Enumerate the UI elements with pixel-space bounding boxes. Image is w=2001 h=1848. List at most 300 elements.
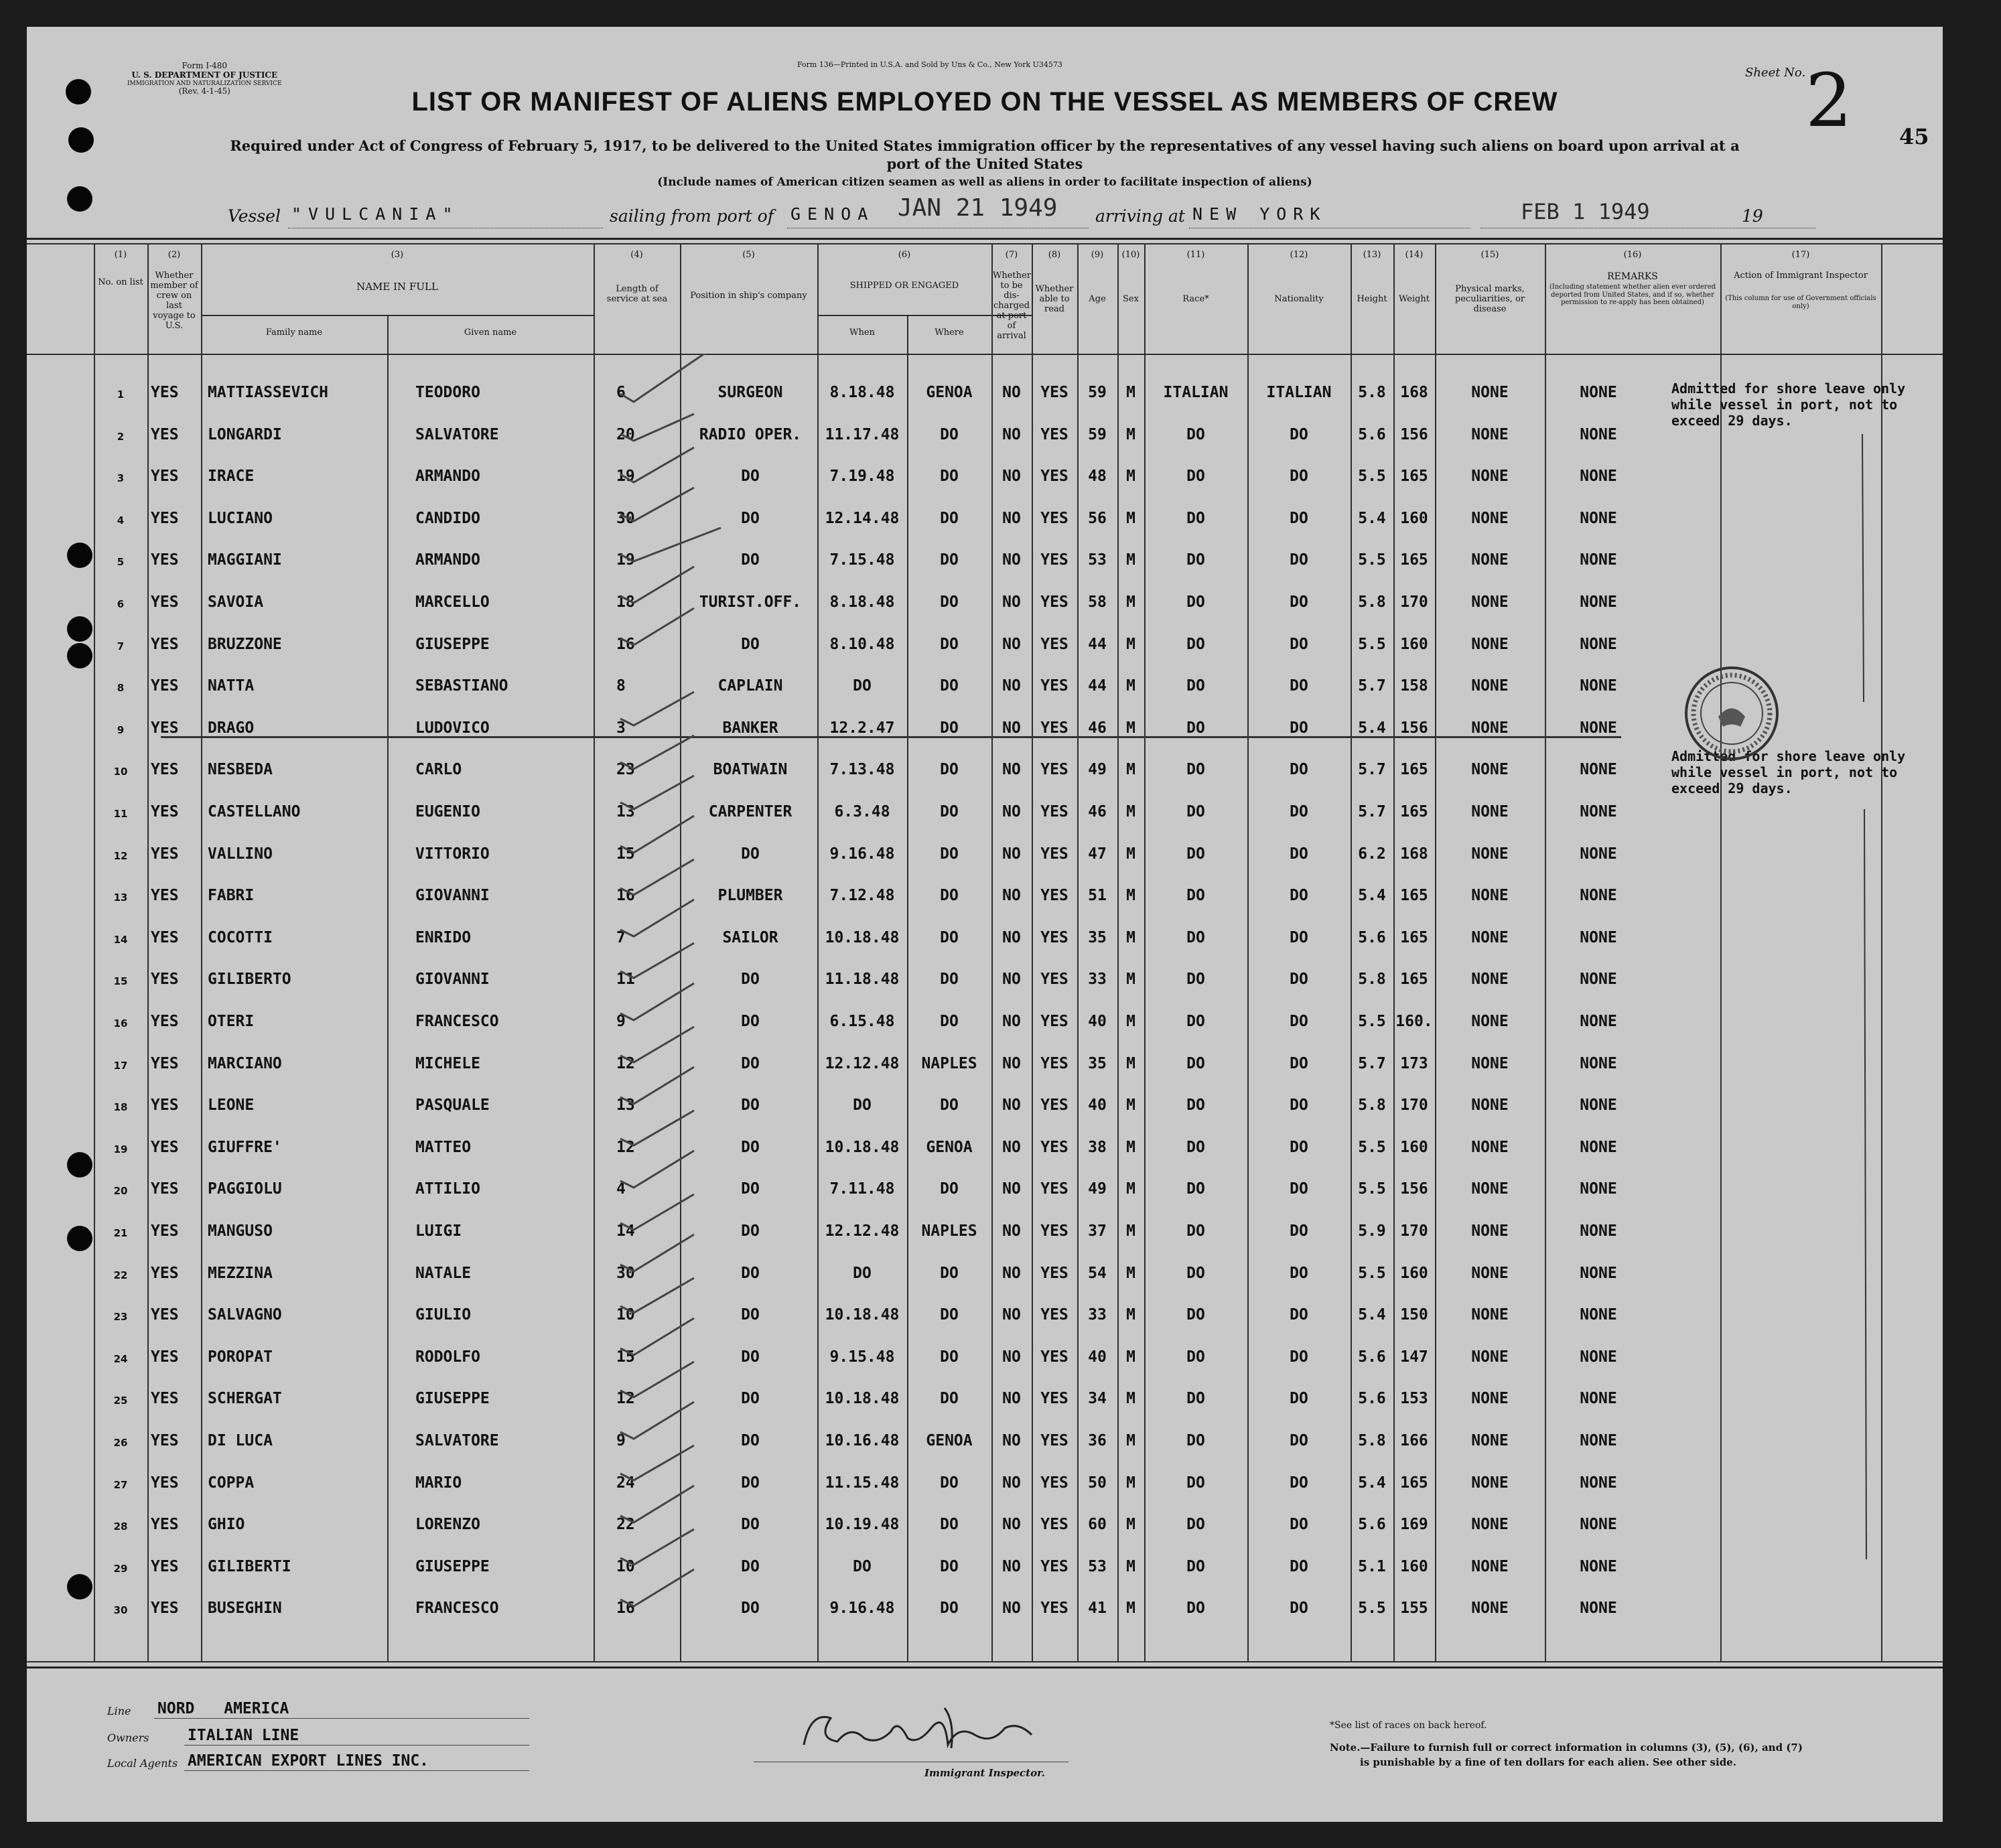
cell-length-of-service: 12 (616, 1138, 635, 1156)
remarks-note-line: Admitted for shore leave only (1671, 380, 1906, 397)
cell-age: 50 (1088, 1474, 1107, 1492)
cell-member-last-voyage: YES (151, 1432, 179, 1449)
cell-family-name: SAVOIA (208, 593, 264, 611)
cell-family-name: MANGUSO (208, 1222, 273, 1240)
colnum: (7) (1005, 250, 1018, 260)
cell-member-last-voyage: YES (151, 1516, 179, 1534)
cell-position: SURGEON (717, 384, 783, 401)
header-family-name: Family name (265, 328, 323, 338)
cell-able-to-read: YES (1040, 1138, 1068, 1156)
page-number: 45 (1899, 124, 1929, 149)
cell-family-name: GILIBERTI (208, 1557, 291, 1575)
cell-able-to-read: YES (1040, 425, 1068, 443)
cell-nationality: DO (1290, 635, 1308, 653)
cell-sex: M (1126, 1432, 1135, 1449)
cell-shipped-when: DO (853, 1096, 872, 1115)
cell-given-name: GIULIO (415, 1306, 472, 1324)
subtitle-line-3: (Include names of American citizen seamen as well as aliens in order to facilitate inspection of aliens) (657, 175, 1312, 189)
header-weight: Weight (1398, 294, 1430, 304)
cell-remarks: NONE (1580, 1474, 1617, 1492)
cell-shipped-where: DO (940, 803, 959, 821)
cell-height: 5.4 (1358, 719, 1386, 737)
cell-sex: M (1126, 1264, 1135, 1282)
cell-age: 40 (1088, 1013, 1107, 1030)
cell-row-number: 16 (113, 1017, 128, 1029)
cell-race: DO (1186, 971, 1205, 989)
cell-physical-marks: NONE (1471, 845, 1509, 863)
cell-nationality: DO (1290, 551, 1308, 569)
cell-remarks: NONE (1580, 719, 1617, 737)
cell-position: DO (741, 1348, 760, 1366)
cell-length-of-service: 30 (616, 509, 635, 527)
cell-length-of-service: 30 (616, 1264, 635, 1282)
cell-member-last-voyage: YES (151, 761, 179, 779)
cell-shipped-where: DO (940, 509, 959, 527)
cell-to-be-discharged: NO (1002, 1557, 1021, 1575)
cell-age: 37 (1088, 1222, 1107, 1240)
department: U. S. DEPARTMENT OF JUSTICE (131, 70, 278, 80)
cell-height: 5.8 (1358, 1432, 1386, 1449)
cell-weight: 173 (1400, 1054, 1428, 1072)
cell-weight: 147 (1400, 1348, 1428, 1366)
cell-weight: 158 (1400, 677, 1428, 695)
cell-position: DO (741, 1096, 760, 1115)
cell-race: DO (1186, 425, 1205, 443)
cell-sex: M (1126, 1096, 1135, 1115)
cell-remarks: NONE (1580, 677, 1617, 695)
cell-age: 53 (1088, 551, 1107, 569)
cell-able-to-read: YES (1040, 971, 1068, 989)
cell-shipped-where: DO (940, 593, 959, 611)
cell-position: BANKER (722, 719, 778, 737)
cell-position: TURIST.OFF. (699, 593, 802, 611)
cell-sex: M (1126, 468, 1135, 486)
cell-member-last-voyage: YES (151, 425, 179, 443)
cell-member-last-voyage: YES (151, 887, 179, 905)
cell-able-to-read: YES (1040, 1557, 1068, 1575)
cell-remarks: NONE (1580, 468, 1617, 486)
cell-able-to-read: YES (1040, 593, 1068, 611)
cell-remarks: NONE (1580, 887, 1617, 905)
cell-member-last-voyage: YES (151, 1264, 179, 1282)
vessel-name: "VULCANIA" (291, 204, 460, 224)
cell-family-name: DRAGO (208, 719, 255, 737)
cell-sex: M (1126, 1180, 1135, 1198)
cell-remarks: NONE (1580, 803, 1617, 821)
cell-sex: M (1126, 719, 1135, 737)
cell-family-name: NESBEDA (208, 761, 273, 779)
cell-physical-marks: NONE (1471, 928, 1509, 946)
cell-row-number: 13 (113, 892, 128, 904)
cell-family-name: LUCIANO (208, 509, 273, 527)
cell-member-last-voyage: YES (151, 1306, 179, 1324)
cell-family-name: LONGARDI (208, 425, 282, 443)
cell-height: 5.5 (1358, 1138, 1386, 1156)
cell-length-of-service: 7 (616, 928, 626, 946)
cell-sex: M (1126, 1054, 1135, 1072)
cell-shipped-when: 10.18.48 (825, 1306, 900, 1324)
cell-physical-marks: NONE (1471, 1222, 1509, 1240)
cell-physical-marks: NONE (1471, 551, 1509, 569)
cell-given-name: RODOLFO (415, 1348, 480, 1366)
cell-position: DO (741, 1557, 760, 1575)
sailing-label: sailing from port of (610, 206, 774, 226)
header-remarks: REMARKS (1607, 271, 1658, 282)
cell-to-be-discharged: NO (1002, 1516, 1021, 1534)
cell-shipped-when: 8.10.48 (829, 635, 895, 653)
cell-member-last-voyage: YES (151, 551, 179, 569)
header-position: Position in ship's company (690, 291, 807, 301)
cell-nationality: DO (1290, 845, 1308, 863)
subtitle-line-2: port of the United States (886, 155, 1083, 172)
cell-race: DO (1186, 761, 1205, 779)
cell-sex: M (1126, 761, 1135, 779)
inspector-label: Immigrant Inspector. (924, 1767, 1045, 1779)
cell-family-name: FABRI (208, 887, 255, 905)
cell-member-last-voyage: YES (151, 1180, 179, 1198)
cell-remarks: NONE (1580, 928, 1617, 946)
cell-sex: M (1126, 887, 1135, 905)
cell-age: 44 (1088, 677, 1107, 695)
cell-physical-marks: NONE (1471, 1516, 1509, 1534)
arriving-label: arriving at (1095, 206, 1185, 226)
line-label: Line (107, 1705, 131, 1717)
cell-weight: 160 (1400, 1138, 1428, 1156)
cell-to-be-discharged: NO (1002, 719, 1021, 737)
cell-able-to-read: YES (1040, 384, 1068, 401)
header-able-to-read: Whether able to read (1035, 284, 1074, 314)
cell-position: DO (741, 971, 760, 989)
cell-member-last-voyage: YES (151, 1013, 179, 1030)
cell-row-number: 5 (117, 556, 125, 569)
cell-shipped-where: DO (940, 1390, 959, 1408)
cell-age: 59 (1088, 384, 1107, 401)
cell-length-of-service: 24 (616, 1474, 635, 1492)
cell-physical-marks: NONE (1471, 677, 1509, 695)
cell-position: DO (741, 635, 760, 653)
cell-shipped-when: 9.16.48 (829, 1600, 895, 1618)
port-to: NEW YORK (1192, 204, 1327, 224)
cell-shipped-where: DO (940, 971, 959, 989)
cell-position: DO (741, 1222, 760, 1240)
colnum: (2) (167, 250, 181, 260)
cell-shipped-where: DO (940, 551, 959, 569)
cell-given-name: FRANCESCO (415, 1600, 499, 1618)
cell-to-be-discharged: NO (1002, 1222, 1021, 1240)
cell-sex: M (1126, 1600, 1135, 1618)
cell-shipped-where: DO (940, 425, 959, 443)
cell-age: 46 (1088, 803, 1107, 821)
cell-row-number: 28 (113, 1520, 128, 1533)
check-marks (594, 354, 754, 1661)
cell-nationality: DO (1290, 1432, 1308, 1449)
cell-shipped-when: 6.3.48 (834, 803, 890, 821)
cell-sex: M (1126, 1390, 1135, 1408)
cell-physical-marks: NONE (1471, 1180, 1509, 1198)
cell-height: 5.8 (1358, 384, 1386, 401)
cell-to-be-discharged: NO (1002, 845, 1021, 863)
cell-given-name: GIUSEPPE (415, 635, 490, 653)
cell-age: 33 (1088, 1306, 1107, 1324)
cell-row-number: 23 (113, 1311, 128, 1324)
cell-weight: 168 (1400, 845, 1428, 863)
cell-race: DO (1186, 1013, 1205, 1030)
cell-given-name: MATTEO (415, 1138, 472, 1156)
cell-nationality: DO (1290, 1474, 1308, 1492)
cell-able-to-read: YES (1040, 1390, 1068, 1408)
cell-height: 5.4 (1358, 1474, 1386, 1492)
cell-height: 5.7 (1358, 803, 1386, 821)
cell-sex: M (1126, 1138, 1135, 1156)
cell-position: CAPLAIN (717, 677, 783, 695)
header-race: Race* (1182, 294, 1209, 304)
cell-nationality: DO (1290, 1054, 1308, 1072)
cell-row-number: 7 (117, 640, 125, 652)
cell-row-number: 14 (113, 933, 128, 946)
colnum: (6) (898, 250, 911, 260)
cell-to-be-discharged: NO (1002, 1348, 1021, 1366)
cell-physical-marks: NONE (1471, 1264, 1509, 1282)
cell-given-name: MARCELLO (415, 593, 490, 611)
cell-given-name: GIUSEPPE (415, 1390, 490, 1408)
cell-family-name: COCOTTI (208, 928, 273, 946)
cell-height: 5.5 (1358, 468, 1386, 486)
cell-family-name: IRACE (208, 468, 255, 486)
cell-race: DO (1186, 1180, 1205, 1198)
cell-row-number: 20 (113, 1185, 128, 1198)
cell-shipped-when: DO (853, 1264, 872, 1282)
cell-age: 48 (1088, 468, 1107, 486)
cell-age: 46 (1088, 719, 1107, 737)
cell-sex: M (1126, 1222, 1135, 1240)
cell-position: DO (741, 1054, 760, 1072)
cell-remarks: NONE (1580, 1096, 1617, 1115)
cell-length-of-service: 18 (616, 593, 635, 611)
cell-given-name: VITTORIO (415, 845, 490, 863)
cell-given-name: LUDOVICO (415, 719, 490, 737)
cell-shipped-when: 11.15.48 (825, 1474, 900, 1492)
cell-race: DO (1186, 551, 1205, 569)
cell-sex: M (1126, 803, 1135, 821)
cell-able-to-read: YES (1040, 761, 1068, 779)
cell-weight: 160 (1400, 1557, 1428, 1575)
cell-length-of-service: 19 (616, 468, 635, 486)
cell-shipped-when: 10.18.48 (825, 928, 900, 946)
cell-nationality: DO (1290, 887, 1308, 905)
cell-family-name: LEONE (208, 1096, 255, 1115)
cell-remarks: NONE (1580, 1264, 1617, 1282)
cell-to-be-discharged: NO (1002, 1138, 1021, 1156)
cell-physical-marks: NONE (1471, 803, 1509, 821)
cell-shipped-where: DO (940, 1600, 959, 1618)
cell-member-last-voyage: YES (151, 1390, 179, 1408)
cell-member-last-voyage: YES (151, 1222, 179, 1240)
cell-age: 35 (1088, 1054, 1107, 1072)
cell-member-last-voyage: YES (151, 719, 179, 737)
cell-weight: 160 (1400, 1264, 1428, 1282)
cell-weight: 165 (1400, 803, 1428, 821)
departure-date-stamp: JAN 21 1949 (898, 194, 1058, 222)
cell-shipped-where: DO (940, 761, 959, 779)
cell-family-name: CASTELLANO (208, 803, 301, 821)
cell-shipped-when: 9.15.48 (829, 1348, 895, 1366)
cell-row-number: 19 (113, 1143, 128, 1155)
cell-remarks: NONE (1580, 635, 1617, 653)
cell-nationality: DO (1290, 593, 1308, 611)
cell-row-number: 4 (117, 514, 125, 526)
cell-shipped-where: GENOA (926, 384, 973, 401)
cell-physical-marks: NONE (1471, 1013, 1509, 1030)
cell-given-name: ARMANDO (415, 551, 480, 569)
header-remarks-note: (Including statement whether alien ever ordered deported from United States, and if so, whether permission to re-apply has been obtained) (1549, 283, 1716, 306)
cell-height: 5.4 (1358, 509, 1386, 527)
cell-age: 54 (1088, 1264, 1107, 1282)
cell-nationality: DO (1290, 1264, 1308, 1282)
cell-able-to-read: YES (1040, 887, 1068, 905)
cell-family-name: BUSEGHIN (208, 1600, 282, 1618)
cell-family-name: SCHERGAT (208, 1390, 282, 1408)
cell-race: DO (1186, 1306, 1205, 1324)
cell-given-name: MICHELE (415, 1054, 480, 1072)
cell-physical-marks: NONE (1471, 1306, 1509, 1324)
cell-shipped-where: NAPLES (921, 1222, 977, 1240)
cell-nationality: DO (1290, 1390, 1308, 1408)
cell-to-be-discharged: NO (1002, 384, 1021, 401)
cell-able-to-read: YES (1040, 1096, 1068, 1115)
colnum: (15) (1480, 250, 1499, 260)
cell-age: 51 (1088, 887, 1107, 905)
cell-family-name: MARCIANO (208, 1054, 282, 1072)
printer-line: Form 136—Printed in U.S.A. and Sold by Uns & Co., New York U34573 (797, 60, 1062, 69)
cell-age: 41 (1088, 1600, 1107, 1618)
cell-shipped-where: DO (940, 1557, 959, 1575)
cell-family-name: DI LUCA (208, 1432, 273, 1449)
cell-shipped-when: 8.18.48 (829, 384, 895, 401)
colnum: (1) (114, 250, 127, 260)
cell-nationality: DO (1290, 761, 1308, 779)
cell-height: 5.7 (1358, 761, 1386, 779)
cell-length-of-service: 9 (616, 1432, 626, 1449)
cell-to-be-discharged: NO (1002, 928, 1021, 946)
colnum: (4) (630, 250, 643, 260)
cell-shipped-where: GENOA (926, 1138, 973, 1156)
cell-to-be-discharged: NO (1002, 761, 1021, 779)
cell-race: DO (1186, 1222, 1205, 1240)
penalty-note-1: Note.—Failure to furnish full or correct information in columns (3), (5), (6), and (7) (1330, 1742, 1803, 1754)
cell-weight: 155 (1400, 1600, 1428, 1618)
cell-race: DO (1186, 1557, 1205, 1575)
cell-weight: 169 (1400, 1516, 1428, 1534)
cell-weight: 153 (1400, 1390, 1428, 1408)
cell-family-name: COPPA (208, 1474, 255, 1492)
cell-nationality: DO (1290, 468, 1308, 486)
cell-to-be-discharged: NO (1002, 1180, 1021, 1198)
cell-member-last-voyage: YES (151, 509, 179, 527)
cell-position: DO (741, 1432, 760, 1449)
sheet-number: 2 (1805, 58, 1852, 143)
cell-sex: M (1126, 845, 1135, 863)
cell-physical-marks: NONE (1471, 635, 1509, 653)
cell-shipped-when: 6.15.48 (829, 1013, 895, 1030)
cell-weight: 170 (1400, 1222, 1428, 1240)
cell-family-name: NATTA (208, 677, 255, 695)
cell-remarks: NONE (1580, 425, 1617, 443)
cell-to-be-discharged: NO (1002, 509, 1021, 527)
cell-remarks: NONE (1580, 1557, 1617, 1575)
cell-race: DO (1186, 1054, 1205, 1072)
cell-position: DO (741, 1600, 760, 1618)
cell-shipped-where: DO (940, 677, 959, 695)
cell-remarks: NONE (1580, 761, 1617, 779)
cell-position: DO (741, 1474, 760, 1492)
cell-given-name: CARLO (415, 761, 462, 779)
cell-height: 5.5 (1358, 1180, 1386, 1198)
cell-physical-marks: NONE (1471, 1138, 1509, 1156)
cell-row-number: 3 (117, 472, 125, 485)
cell-given-name: CANDIDO (415, 509, 480, 527)
cell-height: 5.1 (1358, 1557, 1386, 1575)
cell-remarks: NONE (1580, 1432, 1617, 1449)
cell-row-number: 21 (113, 1227, 128, 1239)
cell-row-number: 10 (113, 766, 128, 778)
cell-race: DO (1186, 1096, 1205, 1115)
cell-race: DO (1186, 677, 1205, 695)
cell-length-of-service: 10 (616, 1557, 635, 1575)
form-revision: (Rev. 4-1-45) (178, 86, 230, 96)
cell-shipped-where: GENOA (926, 1432, 973, 1449)
header-name-in-full: NAME IN FULL (356, 281, 438, 293)
cell-length-of-service: 16 (616, 635, 635, 653)
cell-family-name: MEZZINA (208, 1264, 273, 1282)
cell-shipped-when: 12.12.48 (825, 1222, 900, 1240)
cell-able-to-read: YES (1040, 1348, 1068, 1366)
cell-physical-marks: NONE (1471, 719, 1509, 737)
colnum: (14) (1405, 250, 1424, 260)
cell-age: 49 (1088, 761, 1107, 779)
cell-sex: M (1126, 928, 1135, 946)
agents-label: Local Agents (107, 1757, 178, 1770)
cell-sex: M (1126, 1474, 1135, 1492)
header-member-last-voyage: Whether member of crew on last voyage to U.S. (150, 271, 198, 331)
cell-age: 44 (1088, 635, 1107, 653)
cell-member-last-voyage: YES (151, 384, 179, 401)
cell-physical-marks: NONE (1471, 971, 1509, 989)
arrival-date-stamp: FEB 1 1949 (1521, 199, 1650, 224)
cell-height: 5.4 (1358, 887, 1386, 905)
cell-race: DO (1186, 928, 1205, 946)
cell-nationality: DO (1290, 425, 1308, 443)
cell-nationality: DO (1290, 1138, 1308, 1156)
cell-row-number: 1 (117, 388, 125, 401)
service: IMMIGRATION AND NATURALIZATION SERVICE (127, 80, 282, 87)
cell-shipped-where: DO (940, 1474, 959, 1492)
cell-age: 53 (1088, 1557, 1107, 1575)
cell-able-to-read: YES (1040, 1306, 1068, 1324)
cell-to-be-discharged: NO (1002, 1054, 1021, 1072)
cell-shipped-where: DO (940, 928, 959, 946)
cell-nationality: DO (1290, 1600, 1308, 1618)
cell-position: DO (741, 1138, 760, 1156)
cell-age: 40 (1088, 1096, 1107, 1115)
cell-length-of-service: 12 (616, 1390, 635, 1408)
cell-race: DO (1186, 1390, 1205, 1408)
cell-member-last-voyage: YES (151, 1557, 179, 1575)
colnum: (11) (1186, 250, 1205, 260)
cell-member-last-voyage: YES (151, 593, 179, 611)
cell-weight: 165 (1400, 761, 1428, 779)
cell-nationality: ITALIAN (1266, 384, 1332, 401)
cell-able-to-read: YES (1040, 1432, 1068, 1449)
